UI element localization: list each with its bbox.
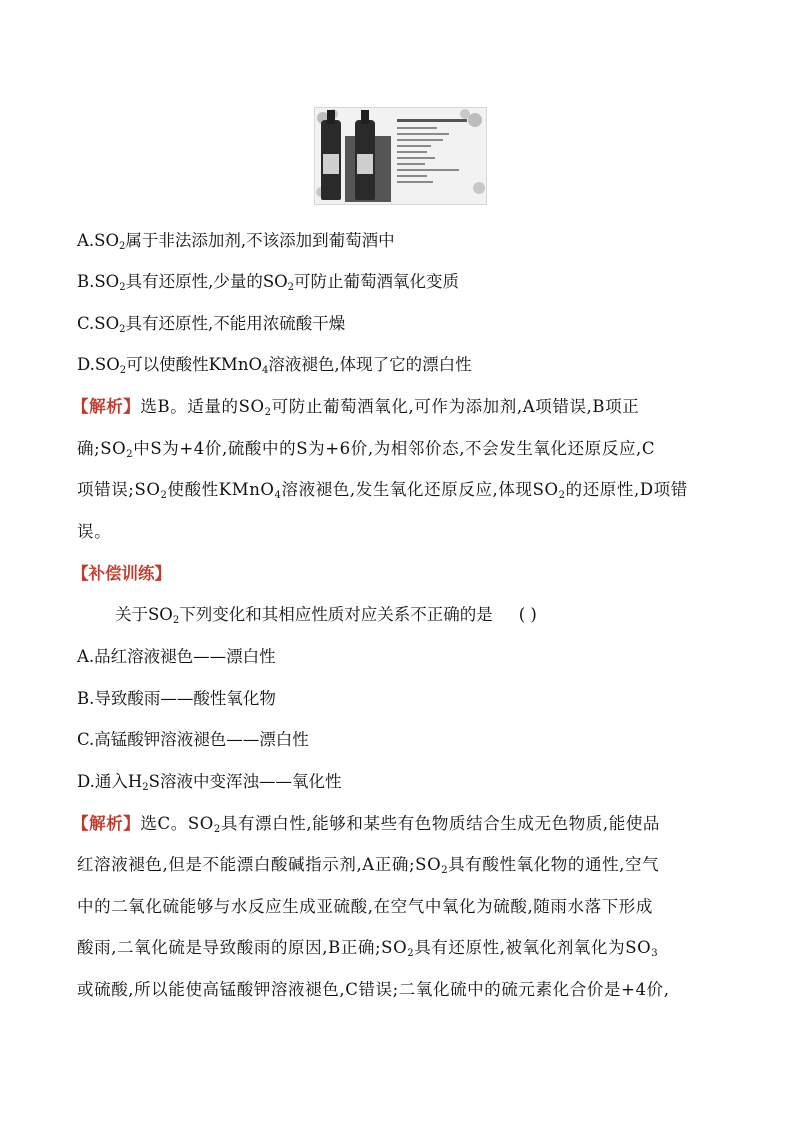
analysis-2-line-2: 红溶液褪色,但是不能漂白酸碱指示剂,A正确$;SO_2$具有酸性氧化物的通性,空气 (77, 855, 660, 876)
option-a: $A.SO_2$属于非法添加剂,不该添加到葡萄酒中 (77, 231, 395, 252)
product-info-card (397, 116, 479, 198)
wine-bottle-icon (355, 120, 375, 200)
practice-option-b: B.导致酸雨——酸性氧化物 (77, 689, 276, 708)
practice-heading: 【补偿训练】 (72, 564, 171, 583)
analysis-1-line-2: 确$;SO_2$中S为+4价,硫酸中的S为+6价,为相邻价态,不会发生氧化还原反应,C (77, 439, 656, 460)
practice-question: 关于$SO_2$下列变化和其相应性质对应关系不正确的是 ( ) (115, 605, 537, 626)
analysis-1-line-3: 项错误$;SO_2$使酸性KMnO$_4$溶液褪色,发生氧化还原反应,体现$SO_2$的还原性,D项错 (77, 480, 688, 501)
wine-bottle-figure (314, 107, 487, 205)
analysis-1-line-1: 【解析】选B。适量的$SO_2$可防止葡萄酒氧化,可作为添加剂,A项错误,B项正 (72, 397, 640, 418)
analysis-2-line-3: 中的二氧化硫能够与水反应生成亚硫酸,在空气中氧化为硫酸,随雨水落下形成 (77, 897, 653, 916)
analysis-1-line-4: 误。 (77, 522, 112, 541)
analysis-2-line-4: 酸雨,二氧化硫是导致酸雨的原因,B正确$;SO_2$具有还原性,被氧化剂氧化为$SO_3$ (77, 938, 659, 959)
analysis-tag: 【解析】 (72, 397, 141, 416)
wine-bottle-icon (321, 120, 341, 200)
analysis-2-line-1: 【解析】选C。$SO_2$具有漂白性,能够和某些有色物质结合生成无色物质,能使品 (72, 814, 661, 835)
practice-option-d: D.通入$H_2S$溶液中变浑浊——氧化性 (77, 772, 342, 793)
analysis-tag: 【解析】 (72, 814, 141, 833)
analysis-2-line-5: 或硫酸,所以能使高锰酸钾溶液褪色,C错误;二氧化硫中的硫元素化合价是+4价, (77, 980, 670, 999)
option-d: $D.SO_2$可以使酸性KMnO$_4$溶液褪色,体现了它的漂白性 (77, 355, 472, 376)
practice-option-c: C.高锰酸钾溶液褪色——漂白性 (77, 730, 309, 749)
option-b: $B.SO_2$具有还原性,少量的$SO_2$可防止葡萄酒氧化变质 (77, 272, 460, 293)
option-c: $C.SO_2$具有还原性,不能用浓硫酸干燥 (77, 314, 346, 335)
practice-option-a: A.品红溶液褪色——漂白性 (77, 647, 276, 666)
